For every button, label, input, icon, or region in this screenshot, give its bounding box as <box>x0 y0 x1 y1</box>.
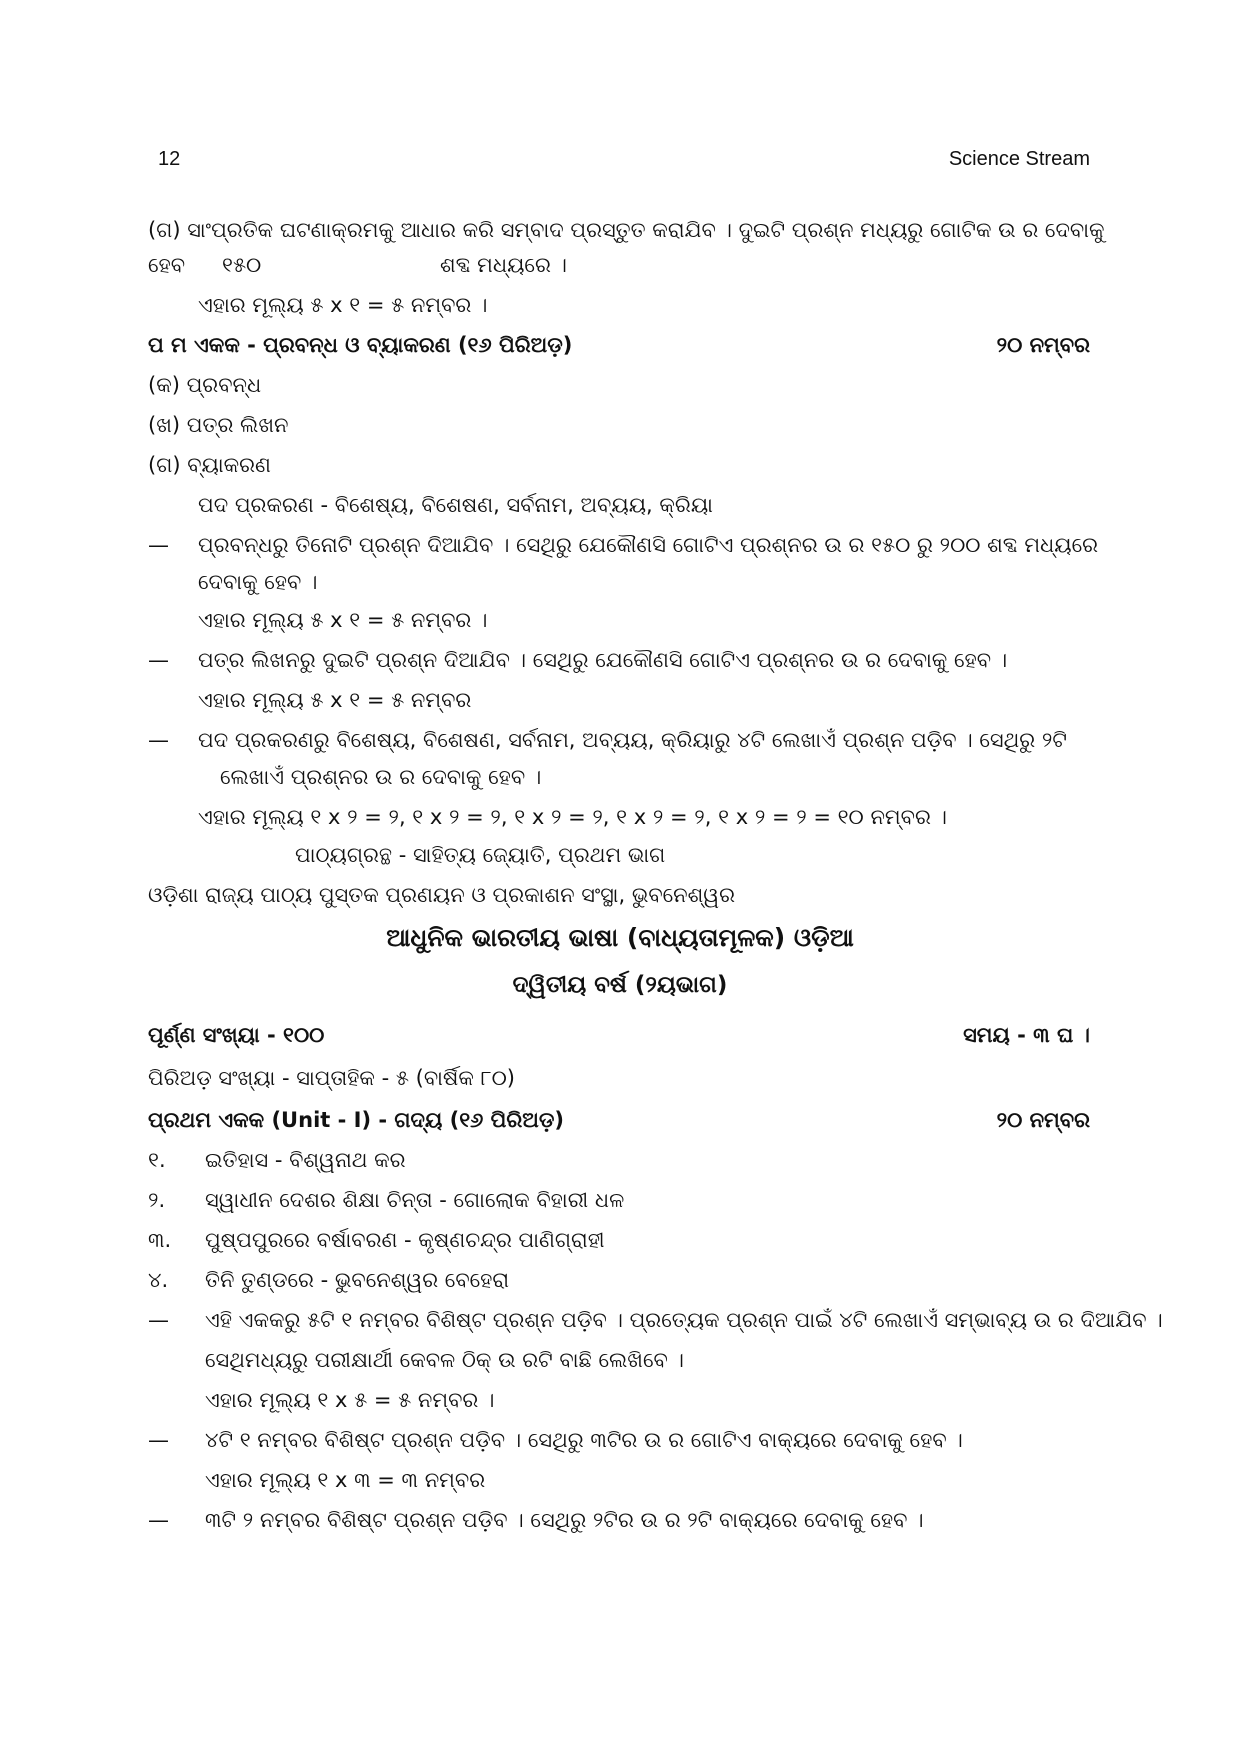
ga-value: ଏହାର ମୂଲ୍ୟ ୫ x ୧ = ୫ ନମ୍ବର । <box>198 293 488 317</box>
unit5-title: ପ ମ ଏକକ - ପ୍ରବନ୍ଧ ଓ ବ୍ୟାକରଣ (୧୬ ପିରିଅଡ଼) <box>148 333 573 357</box>
lesson-2-text: ସ୍ୱାଧୀନ ଦେଶର ଶିକ୍ଷା ଚିନ୍ତା - ଗୋଲୋକ ବିହାରୀ ଧଳ <box>205 1188 625 1212</box>
course-title: ଆଧୁନିକ ଭାରତୀୟ ଭାଷା (ବାଧ୍ୟତାମୂଳକ) ଓଡ଼ିଆ <box>386 923 854 952</box>
unit1-title: ପ୍ରଥମ ଏକକ (Unit - I) - ଗଦ୍ୟ (୧୬ ପିରିଅଡ଼) <box>148 1108 564 1132</box>
course-subtitle: ଦ୍ୱିତୀୟ ବର୍ଷ (୨ୟଭାଗ) <box>512 972 728 998</box>
unit5-item-kha: (ଖ) ପତ୍ର ଲିଖନ <box>148 413 289 437</box>
lesson-1-no: ୧. <box>148 1148 166 1172</box>
dash-6: — <box>148 1508 169 1532</box>
unit5-item-ka: (କ) ପ୍ରବନ୍ଧ <box>148 373 262 397</box>
unit1-note3-line1: ୩ଟି ୨ ନମ୍ବର ବିଶିଷ୍ଟ ପ୍ରଶ୍ନ ପଡ଼ିବ । ସେଥିରୁ ୨ଟିର ଉ ର ୨ଟି ବାକ୍ୟରେ ଦେବାକୁ ହେବ । <box>205 1508 924 1532</box>
unit5-note3-value: ଏହାର ମୂଲ୍ୟ ୧ x ୨ = ୨, ୧ x ୨ = ୨, ୧ x ୨ = ୨, ୧ x ୨ = ୨, ୧ x ୨ = ୨ = ୧୦ ନମ୍ବର । <box>198 805 947 829</box>
ga-line-2-150: ୧୫୦ <box>222 253 262 277</box>
dash-3: — <box>148 728 169 752</box>
page-number: 12 <box>158 148 181 170</box>
unit1-note2-value: ଏହାର ମୂଲ୍ୟ ୧ x ୩ = ୩ ନମ୍ବର <box>205 1468 486 1492</box>
unit1-heading-row <box>148 1105 1090 1135</box>
dash-1: — <box>148 533 169 557</box>
unit1-note1-line1: ଏହି ଏକକରୁ ୫ଟି ୧ ନମ୍ବର ବିଶିଷ୍ଟ ପ୍ରଶ୍ନ ପଡ଼ିବ । ପ୍ରତ୍ୟେକ ପ୍ରଶ୍ନ ପାଇଁ ୪ଟି ଲେଖାଏଁ ସମ୍ଭାବ୍ୟ ଉ ର ଦିଆଯିବ । <box>205 1308 1163 1332</box>
dash-2: — <box>148 648 169 672</box>
unit1-note1-value: ଏହାର ମୂଲ୍ୟ ୧ x ୫ = ୫ ନମ୍ବର । <box>205 1388 495 1412</box>
unit5-marks: ୨୦ ନମ୍ବର <box>996 333 1090 357</box>
unit5-note1-line1: ପ୍ରବନ୍ଧରୁ ତିନୋଟି ପ୍ରଶ୍ନ ଦିଆଯିବ । ସେଥିରୁ ଯେକୌଣସି ଗୋଟିଏ ପ୍ରଶ୍ନର ଉ ର ୧୫୦ ରୁ ୨୦୦ ଶବ୍ଦ ମଧ୍ୟରେ <box>198 533 1099 557</box>
unit5-note1-line2: ଦେବାକୁ ହେବ । <box>198 570 318 594</box>
ga-line-2-words: ଶବ୍ଦ ମଧ୍ୟରେ । <box>440 253 567 277</box>
lesson-3-no: ୩. <box>148 1228 172 1252</box>
lesson-1-text: ଇତିହାସ - ବିଶ୍ୱନାଥ କର <box>205 1148 406 1172</box>
unit5-note3-line1: ପଦ ପ୍ରକରଣରୁ ବିଶେଷ୍ୟ, ବିଶେଷଣ, ସର୍ବନାମ, ଅବ୍ୟୟ, କ୍ରିୟାରୁ ୪ଟି ଲେଖାଏଁ ପ୍ରଶ୍ନ ପଡ଼ିବ । ସେଥିରୁ ୨ଟି <box>198 728 1067 752</box>
unit5-note2-line1: ପତ୍ର ଲିଖନରୁ ଦୁଇଟି ପ୍ରଶ୍ନ ଦିଆଯିବ । ସେଥିରୁ ଯେକୌଣସି ଗୋଟିଏ ପ୍ରଶ୍ନର ଉ ର ଦେବାକୁ ହେବ । <box>198 648 1008 672</box>
unit1-marks: ୨୦ ନମ୍ବର <box>996 1108 1090 1132</box>
dash-4: — <box>148 1308 169 1332</box>
lesson-2-no: ୨. <box>148 1188 166 1212</box>
unit5-note3-line2: ଲେଖାଏଁ ପ୍ରଶ୍ନର ଉ ର ଦେବାକୁ ହେବ । <box>220 765 542 789</box>
pada-prakarana-line: ପଦ ପ୍ରକରଣ - ବିଶେଷ୍ୟ, ବିଶେଷଣ, ସର୍ବନାମ, ଅବ୍ୟୟ, କ୍ରିୟା <box>198 493 713 517</box>
lesson-4-text: ତିନି ତୁଣ୍ଡରେ - ଭୁବନେଶ୍ୱର ବେହେରା <box>205 1268 510 1292</box>
publisher-line: ଓଡ଼ିଶା ରାଜ୍ୟ ପାଠ୍ୟ ପୁସ୍ତକ ପ୍ରଣୟନ ଓ ପ୍ରକାଶନ ସଂସ୍ଥା, ଭୁବନେଶ୍ୱର <box>148 883 736 907</box>
ga-line-2-heba: ହେବ <box>148 253 186 277</box>
lesson-4-no: ୪. <box>148 1268 169 1292</box>
lesson-3-text: ପୁଷ୍ପପୁରରେ ବର୍ଷାବରଣ - କୃଷ୍ଣଚନ୍ଦ୍ର ପାଣିଗ୍ରାହୀ <box>205 1228 605 1252</box>
running-header: Science Stream <box>948 148 1090 170</box>
full-marks: ପୂର୍ଣ୍ଣ ସଂଖ୍ୟା - ୧୦୦ <box>148 1023 325 1047</box>
unit5-note2-value: ଏହାର ମୂଲ୍ୟ ୫ x ୧ = ୫ ନମ୍ବର <box>198 688 472 712</box>
full-marks-row <box>148 1020 1090 1050</box>
textbook-line: ପାଠ୍ୟଗ୍ରନ୍ଥ - ସାହିତ୍ୟ ଜ୍ୟୋତି, ପ୍ରଥମ ଭାଗ <box>295 843 666 867</box>
dash-5: — <box>148 1428 169 1452</box>
unit5-heading-row <box>148 330 1090 360</box>
unit5-note1-value: ଏହାର ମୂଲ୍ୟ ୫ x ୧ = ୫ ନମ୍ବର । <box>198 608 488 632</box>
periods-line: ପିରିଅଡ଼ ସଂଖ୍ୟା - ସାପ୍ତାହିକ - ୫ (ବାର୍ଷିକ ୮୦) <box>148 1066 515 1090</box>
unit5-item-ga: (ଗ) ବ୍ୟାକରଣ <box>148 453 271 477</box>
ga-line-1: (ଗ) ସାଂପ୍ରତିକ ଘଟଣାକ୍ରମକୁ ଆଧାର କରି ସମ୍ବାଦ ପ୍ରସ୍ତୁତ କରାଯିବ । ଦୁଇଟି ପ୍ରଶ୍ନ ମଧ୍ୟରୁ ଗୋଟିକ ଉ ର ଦେବାକୁ <box>148 218 1105 242</box>
exam-time: ସମୟ - ୩ ଘ । <box>963 1023 1090 1047</box>
unit1-note2-line1: ୪ଟି ୧ ନମ୍ବର ବିଶିଷ୍ଟ ପ୍ରଶ୍ନ ପଡ଼ିବ । ସେଥିରୁ ୩ଟିର ଉ ର ଗୋଟିଏ ବାକ୍ୟରେ ଦେବାକୁ ହେବ । <box>205 1428 963 1452</box>
unit1-note1-line2: ସେଥିମଧ୍ୟରୁ ପରୀକ୍ଷାର୍ଥୀ କେବଳ ଠିକ୍ ଉ ରଟି ବାଛି ଲେଖିବେ । <box>205 1348 684 1372</box>
